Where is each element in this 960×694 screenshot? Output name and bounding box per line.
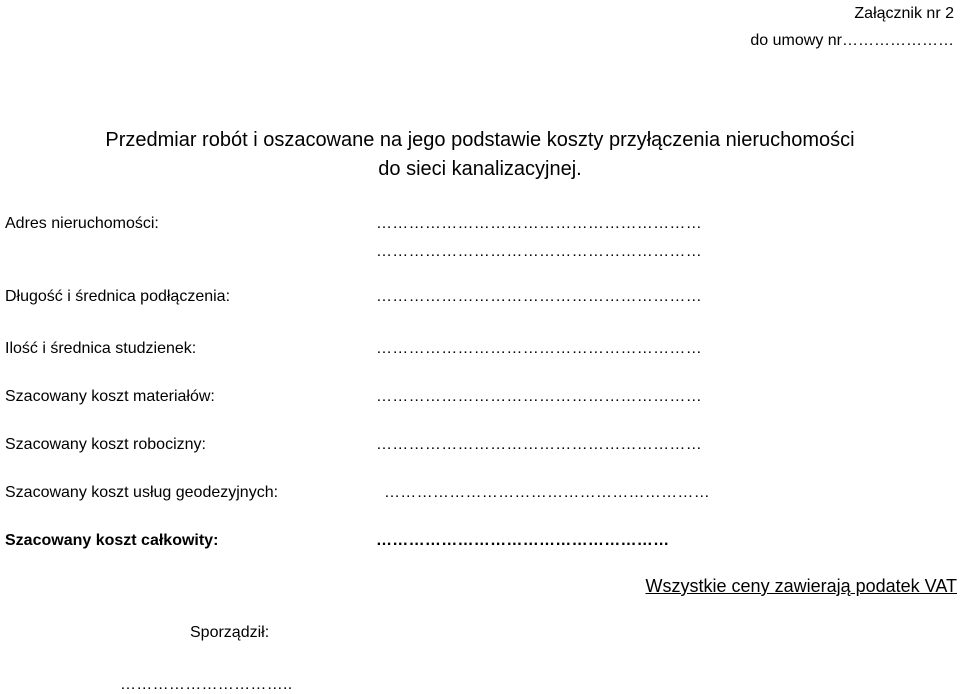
field-label: Szacowany koszt całkowity:: [5, 532, 219, 549]
annex-header: [750, 0, 954, 54]
contract-number: do umowy nr…………………: [750, 32, 954, 49]
field-value-dots-line-2: ……………………………………………………: [376, 243, 702, 260]
vat-note: Wszystkie ceny zawierają podatek VAT: [645, 576, 957, 596]
field-total-cost: [0, 530, 960, 560]
field-material-cost: [0, 386, 960, 416]
title-line-2: do sieci kanalizacyjnej.: [378, 158, 582, 180]
field-value-dots: ……………………………………………………: [384, 484, 710, 501]
field-connection-length: [0, 286, 960, 316]
field-label: Długość i średnica podłączenia:: [5, 288, 231, 305]
field-value-dots: ……………………………………………………: [376, 436, 702, 453]
field-value-dots: ……………………………………………………: [376, 215, 702, 232]
field-address: [0, 213, 960, 260]
field-label: Szacowany koszt materiałów:: [5, 388, 215, 405]
field-value-dots: ……………………………………………………: [376, 340, 702, 357]
field-value-dots: ……………………………………………………: [376, 388, 702, 405]
field-value-dots: ………………………………………………: [376, 532, 670, 549]
field-labor-cost: [0, 434, 960, 464]
annex-number: Załącznik nr 2: [854, 5, 954, 22]
field-label: Szacowany koszt usług geodezyjnych:: [5, 484, 279, 501]
field-label: Ilość i średnica studzienek:: [5, 340, 197, 357]
field-label: Adres nieruchomości:: [5, 215, 159, 232]
field-label: Szacowany koszt robocizny:: [5, 436, 206, 453]
prepared-by-label: Sporządził:: [190, 624, 270, 641]
field-value-dots: ……………………………………………………: [376, 288, 702, 305]
title-line-1: Przedmiar robót i oszacowane na jego podstawie koszty przyłączenia nieruchomości: [105, 129, 855, 151]
signature-line: …………………………..: [120, 676, 293, 693]
document-title: [0, 126, 960, 184]
field-manholes: [0, 338, 960, 368]
field-geodesy-cost: [0, 482, 960, 512]
